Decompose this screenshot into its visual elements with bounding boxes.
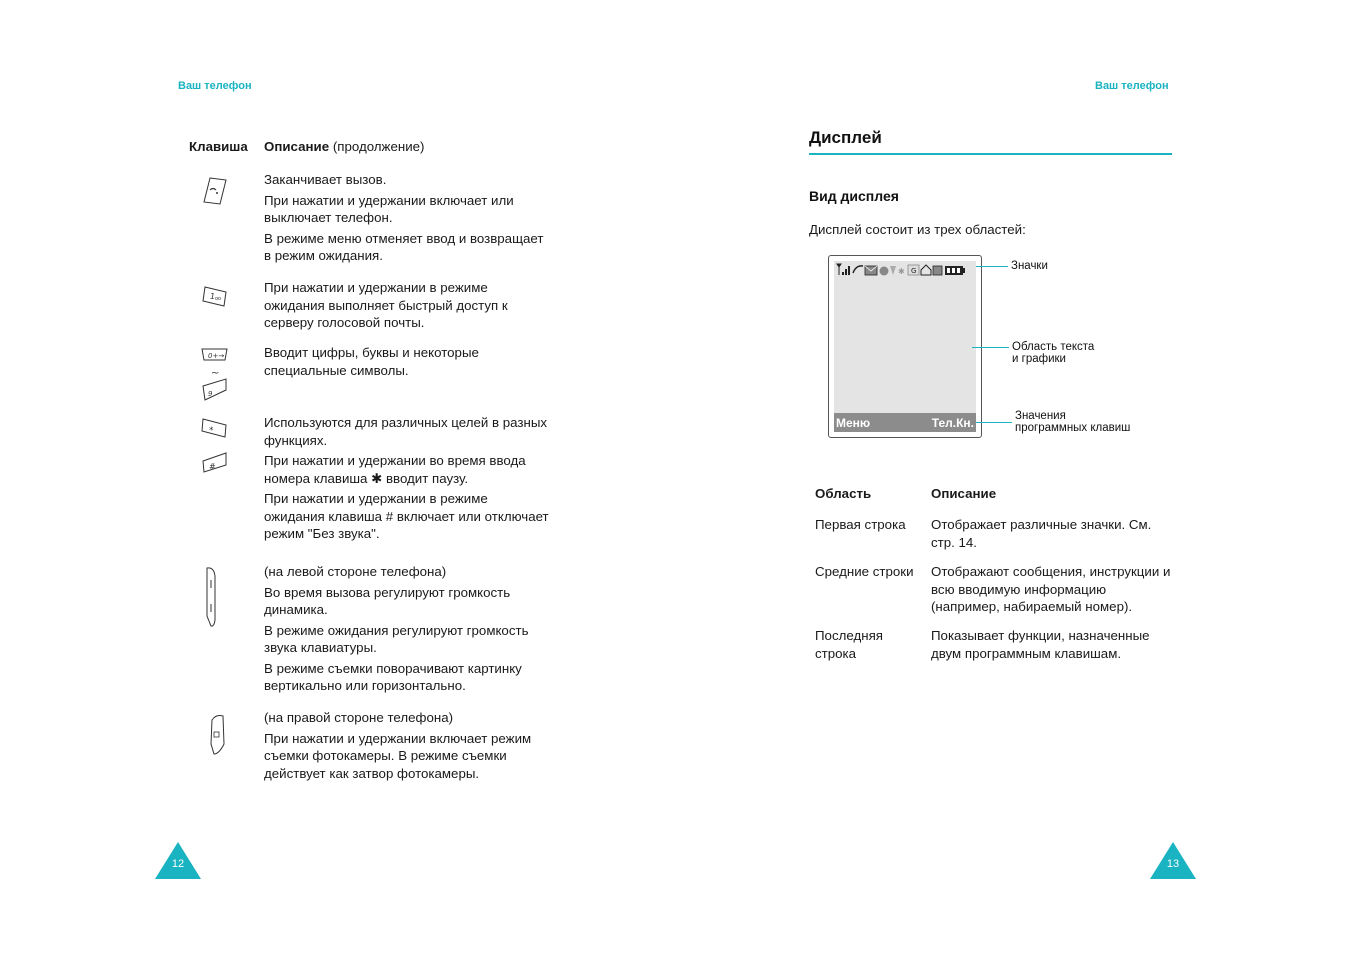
column-header-key: Клавиша — [189, 139, 248, 154]
svg-text:G: G — [911, 267, 917, 275]
row-voicemail-description — [264, 279, 549, 332]
desc-paragraph: В режиме меню отменяет ввод и возвращает в режим ожидания. — [264, 230, 544, 263]
star-hash-keys-icon — [200, 417, 230, 475]
camera-side-key-icon — [207, 714, 227, 756]
subsection-title: Вид дисплея — [809, 188, 899, 204]
table-cell-area: Последняя строка — [815, 628, 883, 661]
table-cell-area: Средние строки — [815, 564, 914, 579]
page-number-right: 13 — [1166, 858, 1180, 870]
column-header-description-note: (продолжение) — [332, 139, 425, 154]
desc-paragraph: Используются для различных целей в разных функциях. — [264, 415, 548, 448]
row-volume-keys-description — [264, 563, 549, 695]
table-cell-area: Первая строка — [815, 517, 906, 532]
end-key-icon — [202, 176, 228, 208]
softkey-left-label: Меню — [836, 416, 871, 430]
callout-icons: Значки — [1011, 260, 1048, 272]
svg-text:#: # — [209, 462, 216, 471]
status-icons-row — [836, 263, 976, 276]
table-header-area: Область — [815, 486, 872, 501]
desc-paragraph: При нажатии и удержании включает или выключает телефон. — [264, 192, 514, 225]
row-end-key-description — [264, 171, 549, 265]
softkey-bar — [834, 413, 976, 432]
desc-paragraph: Во время вызова регулируют громкость динамика. — [264, 584, 511, 617]
desc-paragraph: При нажатии и удержании включает режим съемки фотокамеры. В режиме съемки действует как затвор фотокамеры. — [264, 730, 532, 781]
svg-text:~: ~ — [211, 368, 220, 379]
row-camera-key-description — [264, 709, 549, 782]
desc-paragraph: В режиме ожидания регулируют громкость звука клавиатуры. — [264, 622, 529, 655]
table-header-description: Описание — [931, 486, 997, 501]
table-cell-description: Отображают сообщения, инструкции и всю вводимую информацию (например, набираемый номер). — [931, 564, 1171, 614]
callout-text-area: Область текста и графики — [1012, 341, 1095, 365]
svg-text:*: * — [209, 426, 214, 436]
title-underline — [809, 153, 1172, 155]
table-cell-description: Отображает различные значки. См. стр. 14. — [931, 517, 1152, 550]
desc-paragraph: (на правой стороне телефона) — [264, 710, 454, 725]
callout-softkeys: Значения программных клавиш — [1015, 410, 1131, 434]
display-screen — [834, 261, 976, 432]
softkey-right-label: Тел.Кн. — [931, 416, 974, 430]
callout-leader-softkeys — [976, 422, 1012, 423]
callout-leader-icons — [976, 266, 1008, 267]
desc-paragraph: При нажатии и удержании в режиме ожидания выполняет быстрый доступ к серверу голосовой почты. — [264, 280, 508, 330]
svg-text:1: 1 — [210, 292, 216, 301]
svg-text:9: 9 — [208, 390, 213, 398]
volume-side-keys-icon — [202, 566, 220, 628]
column-header-description — [264, 138, 424, 156]
desc-paragraph: (на левой стороне телефона) — [264, 564, 447, 579]
desc-paragraph: При нажатии и удержании во время ввода номера клавиша ✱ вводит паузу. — [264, 453, 526, 486]
digit-keys-0-9-icon — [200, 346, 230, 404]
desc-paragraph: Вводит цифры, буквы и некоторые специальные символы. — [264, 345, 479, 378]
section-title: Дисплей — [809, 128, 882, 147]
desc-paragraph: При нажатии и удержании в режиме ожидания клавиша # включает или отключает режим "Без звука". — [264, 491, 549, 541]
intro-text: Дисплей состоит из трех областей: — [809, 222, 1026, 237]
table-cell-description: Показывает функции, назначенные двум программным клавишам. — [931, 628, 1150, 661]
svg-text:✱: ✱ — [898, 267, 905, 276]
row-digit-keys-description — [264, 344, 549, 379]
page-number-left: 12 — [171, 858, 185, 870]
desc-paragraph: Заканчивает вызов. — [264, 172, 387, 187]
callout-leader-text-area — [972, 347, 1009, 348]
running-head-left: Ваш телефон — [178, 80, 252, 92]
key-1-voicemail-icon — [202, 284, 228, 308]
svg-text:oo: oo — [215, 296, 222, 302]
display-illustration — [828, 255, 982, 438]
row-star-hash-description — [264, 414, 549, 543]
column-header-description-bold: Описание — [264, 139, 330, 154]
desc-paragraph: В режиме съемки поворачивают картинку вертикально или горизонтально. — [264, 660, 522, 693]
svg-text:0+→: 0+→ — [208, 352, 225, 360]
running-head-right: Ваш телефон — [1095, 80, 1169, 92]
